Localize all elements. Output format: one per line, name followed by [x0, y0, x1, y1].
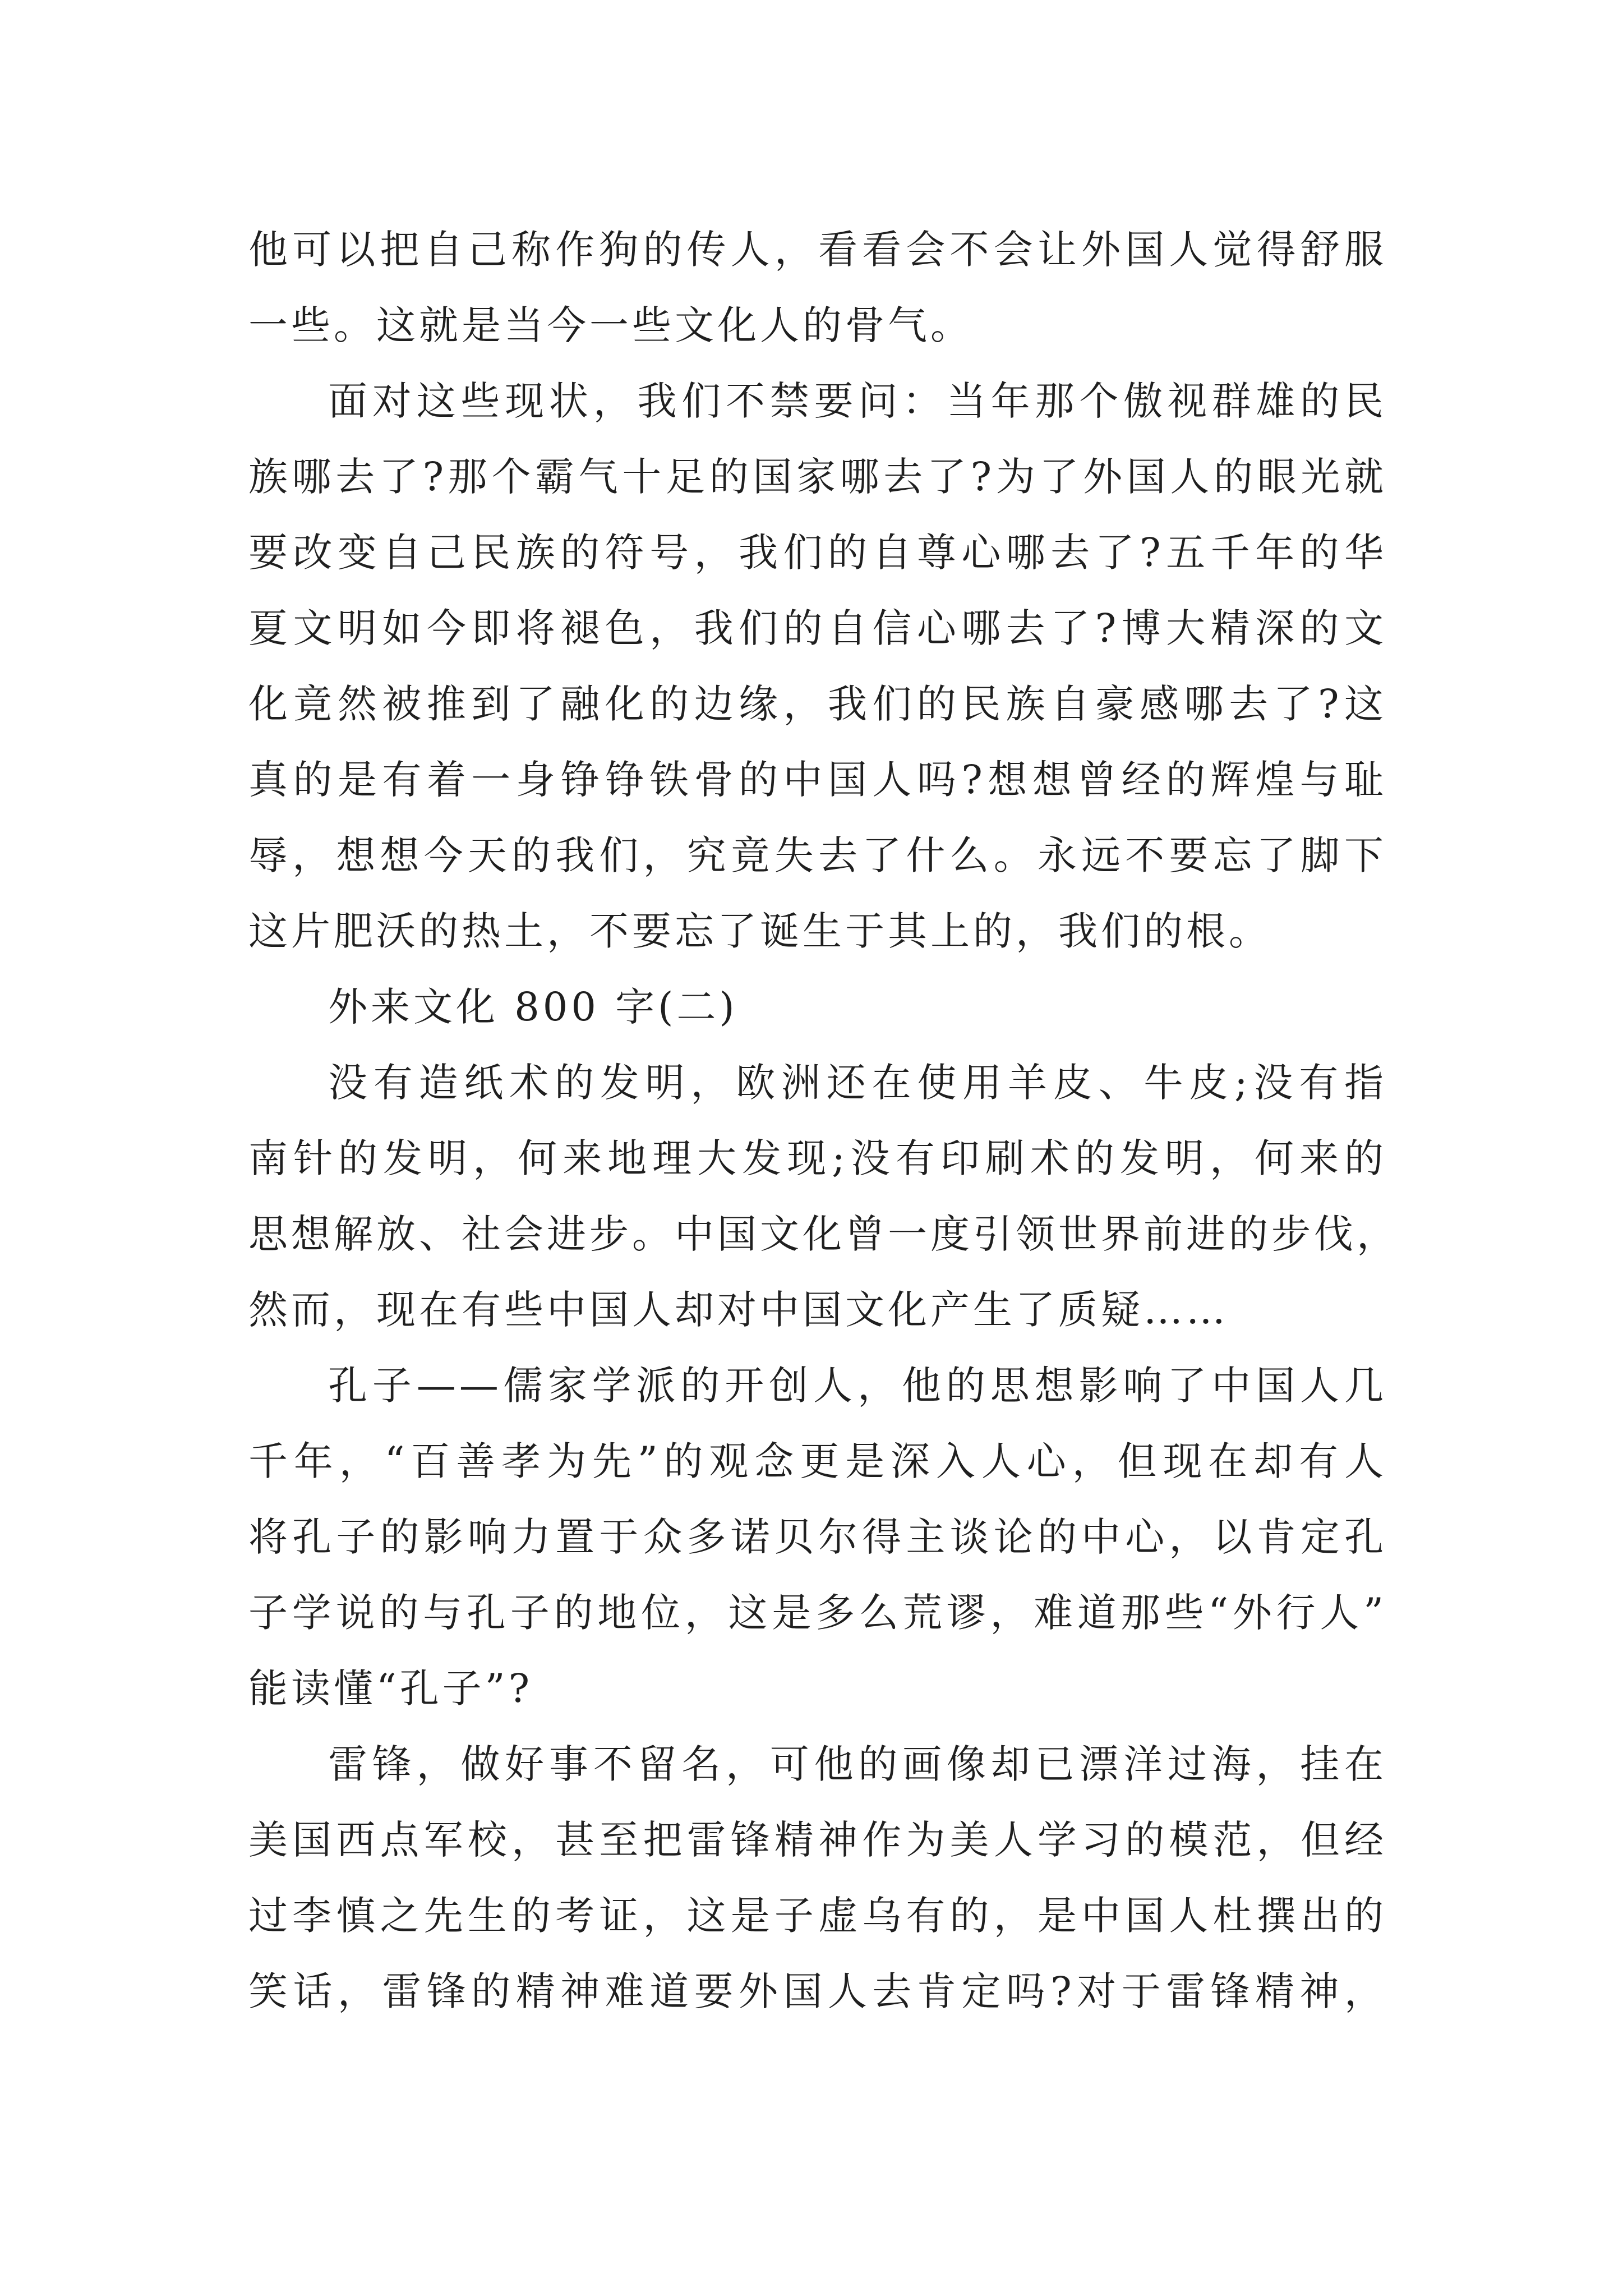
text-line: 面对这些现状，我们不禁要问：当年那个傲视群雄的民: [328, 378, 1387, 424]
text-line: 族哪去了?那个霸气十足的国家哪去了?为了外国人的眼光就: [248, 454, 1387, 500]
text-line: 外来文化 800 字(二): [328, 984, 738, 1030]
text-line: 南针的发明，何来地理大发现;没有印刷术的发明，何来的: [248, 1135, 1387, 1181]
text-line: 他可以把自己称作狗的传人，看看会不会让外国人觉得舒服: [248, 227, 1387, 273]
text-line: 然而，现在有些中国人却对中国文化产生了质疑……: [248, 1287, 1229, 1333]
text-line: 夏文明如今即将褪色，我们的自信心哪去了?博大精深的文: [248, 605, 1387, 651]
text-line: 一些。这就是当今一些文化人的骨气。: [248, 302, 973, 348]
text-line: 雷锋，做好事不留名，可他的画像却已漂洋过海，挂在: [328, 1741, 1387, 1787]
text-line: 能读懂“孔子”?: [248, 1665, 533, 1711]
article-body: [248, 212, 1399, 2030]
text-line: 子学说的与孔子的地位，这是多么荒谬，难道那些“外行人”: [248, 1590, 1387, 1636]
text-line: 没有造纸术的发明，欧洲还在使用羊皮、牛皮;没有指: [328, 1060, 1387, 1106]
text-line: 思想解放、社会进步。中国文化曾一度引领世界前进的步伐，: [248, 1211, 1399, 1257]
text-line: 千年，“百善孝为先”的观念更是深入人心，但现在却有人: [248, 1438, 1387, 1484]
text-line: 辱，想想今天的我们，究竟失去了什么。永远不要忘了脚下: [248, 832, 1387, 878]
text-line: 化竟然被推到了融化的边缘，我们的民族自豪感哪去了?这: [248, 681, 1387, 727]
text-line: 这片肥沃的热土，不要忘了诞生于其上的，我们的根。: [248, 908, 1271, 954]
text-line: 孔子——儒家学派的开创人，他的思想影响了中国人几: [328, 1363, 1387, 1409]
text-line: 美国西点军校，甚至把雷锋精神作为美人学习的模范，但经: [248, 1817, 1387, 1863]
text-line: 将孔子的影响力置于众多诺贝尔得主谈论的中心，以肯定孔: [248, 1514, 1387, 1560]
text-line: 要改变自己民族的符号，我们的自尊心哪去了?五千年的华: [248, 530, 1387, 576]
text-line: 真的是有着一身铮铮铁骨的中国人吗?想想曾经的辉煌与耻: [248, 757, 1387, 803]
text-line: 过李慎之先生的考证，这是子虚乌有的，是中国人杜撰出的: [248, 1893, 1387, 1939]
text-line: 笑话，雷锋的精神难道要外国人去肯定吗?对于雷锋精神，: [248, 1968, 1387, 2014]
